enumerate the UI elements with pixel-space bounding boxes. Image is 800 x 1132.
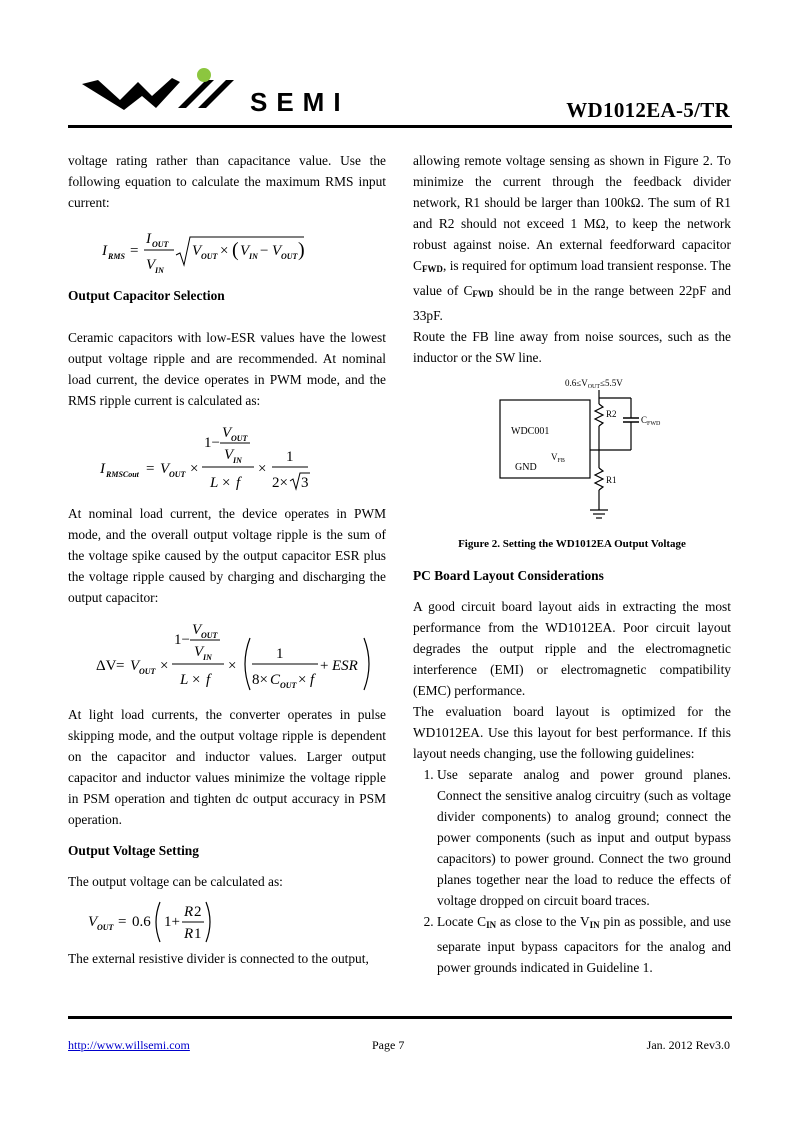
paragraph: allowing remote voltage sensing as shown in Figure 2. To minimize the current through the feedback divider network, R1 should be larger than 100kΩ. The sum of R1 and R2 should not exceed 1 MΩ, to keep the network robust against noise. An external feedforward capacitor $C_{FWD}$, is required for optimum load transient response. The value of $C_{FWD}$ should be in the range between 22pF and 33pF. xyxy=(413,153,732,323)
svg-text:×: × xyxy=(190,461,199,477)
left-column xyxy=(68,150,386,969)
paragraph: At nominal load current, the device operates in PWM mode, and the overall output voltage ripple is the sum of the voltage spike caused by the output capacitor ESR plus the voltage ripple caused by charging and discharging the output capacitor: xyxy=(68,506,386,605)
svg-text:OUT: OUT xyxy=(280,681,297,690)
figure-2-schematic xyxy=(413,374,731,524)
svg-text:3: 3 xyxy=(301,475,309,491)
svg-text:1−: 1− xyxy=(204,435,220,451)
svg-text:ΔV: ΔV xyxy=(96,658,117,674)
svg-text:2: 2 xyxy=(194,904,202,920)
paragraph: voltage rating rather than capacitance value. Use the following equation to calculate the maximum RMS input current: xyxy=(68,153,386,210)
svg-text:=: = xyxy=(130,243,139,259)
list-item: 2. Locate $C_{IN}$ as close to the $V_{IN}$ pin as possible, and use separate input bypass capacitors for the analog and power grounds indicated in Guideline 1. xyxy=(437,911,731,978)
svg-text:f: f xyxy=(206,672,211,688)
gnd-label: GND xyxy=(515,462,537,473)
svg-text:1−: 1− xyxy=(174,632,190,648)
svg-text:8×: 8× xyxy=(252,672,268,688)
paragraph: The output voltage can be calculated as: xyxy=(68,874,283,889)
paragraph: Route the FB line away from noise sources, such as the inductor or the SW line. xyxy=(413,329,731,365)
svg-text:V: V xyxy=(240,243,250,259)
paragraph: The external resistive divider is connected to the output, xyxy=(68,951,369,966)
resistor-r1 xyxy=(595,468,603,490)
svg-text:×: × xyxy=(220,243,229,259)
right-column xyxy=(413,150,731,978)
svg-text:OUT: OUT xyxy=(169,470,186,479)
svg-text:OUT: OUT xyxy=(201,252,218,261)
svg-text:OUT: OUT xyxy=(139,667,156,676)
svg-text:1+: 1+ xyxy=(164,914,180,930)
svg-text:OUT: OUT xyxy=(281,252,298,261)
svg-text:−: − xyxy=(260,243,269,259)
svg-text:I: I xyxy=(146,231,151,247)
svg-text:IN: IN xyxy=(155,266,164,275)
cfwd-label: $C_{FWD}$ xyxy=(641,415,661,427)
svg-text:×: × xyxy=(222,475,231,491)
vfb-label: $V_{FB}$ xyxy=(551,452,565,464)
svg-text:I: I xyxy=(100,461,105,477)
svg-text:V: V xyxy=(130,658,140,674)
svg-text:1: 1 xyxy=(276,646,284,662)
equation-delta-v xyxy=(68,608,386,704)
svg-text:×: × xyxy=(160,658,169,674)
guidelines-list xyxy=(413,764,731,978)
paragraph: Ceramic capacitors with low-ESR values have the lowest output voltage ripple and are recommended. At nominal load current, the device operates in PWM mode, and the RMS ripple current is calculated as: xyxy=(68,330,386,408)
svg-text:): ) xyxy=(298,239,305,261)
r2-label: R2 xyxy=(606,409,617,419)
resistor-r2 xyxy=(595,404,603,426)
range-label: $0.6\le V_{OUT}\le 5.5V$ xyxy=(565,378,623,390)
svg-text:IN: IN xyxy=(249,252,258,261)
svg-text:IN: IN xyxy=(203,653,212,662)
document-id: WD1012EA-5/TR xyxy=(566,98,730,122)
section-heading-output-capacitor: Output Capacitor Selection xyxy=(68,288,225,303)
svg-text:R: R xyxy=(184,926,194,942)
chip-label: WDC001 xyxy=(511,426,550,437)
svg-text:V: V xyxy=(224,447,234,463)
list-item: 1. Use separate analog and power ground planes. Connect the sensitive analog circuitry (such as voltage divider components) to analog ground; connect the power components (such as input and output bypass capacitors) to power ground. Connect the two ground planes together near the load to reduce the effects of voltage dropped on circuit board traces. xyxy=(437,764,731,911)
logo-brand-text: SEMI xyxy=(250,87,350,117)
svg-text:0.6: 0.6 xyxy=(132,914,151,930)
willsemi-logo xyxy=(80,66,410,118)
svg-text:RMSCout: RMSCout xyxy=(106,470,139,479)
svg-text:f: f xyxy=(236,475,241,491)
section-heading-output-voltage: Output Voltage Setting xyxy=(68,843,199,858)
svg-text:L: L xyxy=(180,672,189,688)
svg-text:V: V xyxy=(146,257,156,273)
equation-irmscout xyxy=(68,411,386,503)
svg-text:V: V xyxy=(88,914,98,930)
svg-text:OUT: OUT xyxy=(152,240,169,249)
svg-text:1: 1 xyxy=(286,449,294,465)
svg-text:×: × xyxy=(258,461,267,477)
svg-text:OUT: OUT xyxy=(231,434,248,443)
paragraph: A good circuit board layout aids in extracting the most performance from the WD1012EA. Poor circuit layout degrades the output ripple and the electromagnetic interference (EMI) or electromagnetic compatibility (EMC) performance. xyxy=(413,599,731,698)
svg-text:=: = xyxy=(146,461,155,477)
header-rule xyxy=(68,125,732,128)
svg-text:ESR: ESR xyxy=(332,658,358,674)
chip-box xyxy=(500,400,590,478)
figure-caption: Figure 2. Setting the WD1012EA Output Voltage xyxy=(458,538,686,550)
svg-text:OUT: OUT xyxy=(201,631,218,640)
website-link[interactable]: http://www.willsemi.com xyxy=(68,1038,190,1052)
svg-text:V: V xyxy=(272,243,282,259)
svg-text:f: f xyxy=(310,672,315,688)
svg-text:RMS: RMS xyxy=(108,252,125,261)
footer-rule xyxy=(68,1016,732,1019)
svg-text:L: L xyxy=(210,475,219,491)
svg-text:1: 1 xyxy=(194,926,202,942)
svg-text:V: V xyxy=(192,622,202,638)
svg-text:R: R xyxy=(184,904,194,920)
svg-text:×: × xyxy=(192,672,201,688)
svg-text:C: C xyxy=(270,672,281,688)
svg-text:OUT: OUT xyxy=(97,923,114,932)
section-heading-pcb-layout: PC Board Layout Considerations xyxy=(413,568,604,583)
svg-text:V: V xyxy=(192,243,202,259)
svg-text:IN: IN xyxy=(233,456,242,465)
svg-text:×: × xyxy=(298,672,307,688)
svg-text:=: = xyxy=(118,914,127,930)
svg-text:×: × xyxy=(228,658,237,674)
svg-text:V: V xyxy=(160,461,170,477)
revision-date: Jan. 2012 Rev3.0 xyxy=(646,1038,730,1052)
svg-text:V: V xyxy=(194,644,204,660)
r1-label: R1 xyxy=(606,475,617,485)
svg-text:+: + xyxy=(320,658,329,674)
svg-text:2×: 2× xyxy=(272,475,288,491)
svg-text:I: I xyxy=(102,243,107,259)
paragraph: The evaluation board layout is optimized for the WD1012EA. Use this layout for best performance. If this layout needs changing, use the following guidelines: xyxy=(413,704,731,761)
equation-vout xyxy=(68,892,386,948)
paragraph: At light load currents, the converter operates in pulse skipping mode, and the output voltage ripple is dependent on the capacitor and inductor values. Larger output capacitor and inductor values minimize the voltage ripple in PSM operation and tighten dc output accuracy in PSM operation. xyxy=(68,707,386,827)
svg-text:=: = xyxy=(116,658,125,674)
svg-text:V: V xyxy=(222,425,232,441)
svg-text:(: ( xyxy=(232,239,239,261)
equation-irms xyxy=(68,213,386,285)
page-number: Page 7 xyxy=(372,1038,405,1052)
